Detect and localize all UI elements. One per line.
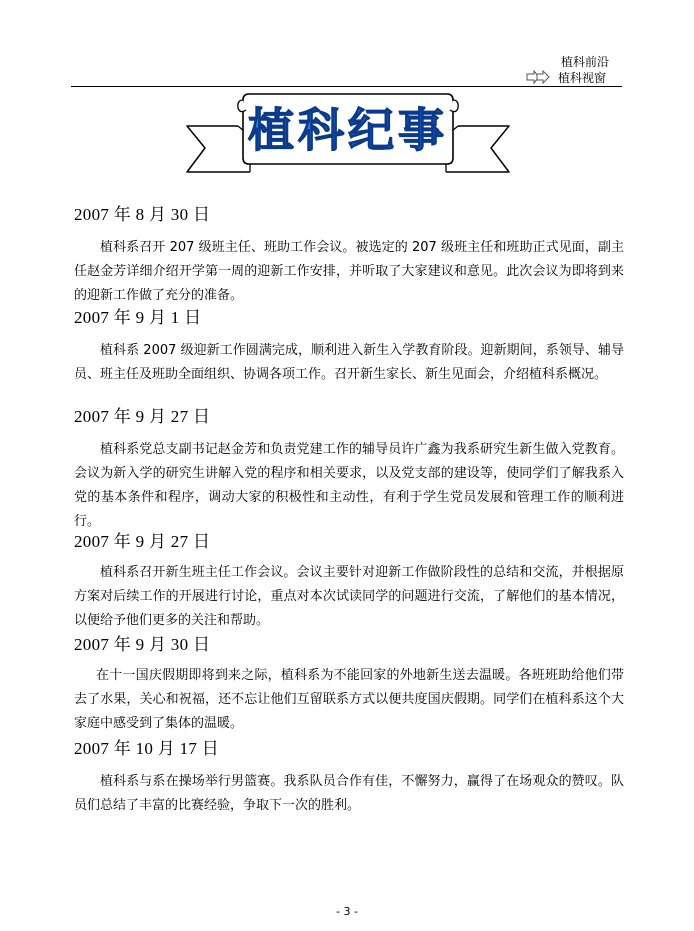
entry-date: 2007 年 8 月 30 日 — [74, 205, 211, 224]
header-subsection-title: 植科视窗 — [558, 71, 607, 85]
entry-text: 植科系召开新生班主任工作会议。会议主要针对迎新工作做阶段性的总结和交流，并根据原方案对后续工作的开展进行讨论，重点对本次试读同学的问题进行交流，了解他们的基本情况，以便给予他们更多的关注和帮助。 — [74, 565, 624, 628]
entry-text: 植科系 2007 级迎新工作圆满完成，顺利进入新生入学教育阶段。迎新期间，系领导、辅导员、班主任及班助全面组织、协调各项工作。召开新生家长、新生见面会，介绍植科系概况。 — [74, 343, 624, 382]
entry-text: 在十一国庆假期即将到来之际，植科系为不能回家的外地新生送去温暖。各班班助给他们带去了水果，关心和祝福，还不忘让他们互留联系方式以便共度国庆假期。同学们在植科系这个大家庭中感受到了集体的温暖。 — [74, 668, 624, 731]
double-arrow-icon — [525, 70, 551, 84]
entry-date: 2007 年 10 月 17 日 — [74, 739, 220, 758]
page-number: - 3 - — [336, 905, 358, 918]
entry-text: 植科系召开 207 级班主任、班助工作会议。被选定的 207 级班主任和班助正式见面，副主任赵金芳详细介绍开学第一周的迎新工作安排，并听取了大家建议和意见。此次会议为即将到来的迎新工作做了充分的准备。 — [74, 240, 624, 303]
entry-text: 植科系党总支副书记赵金芳和负责党建工作的辅导员许广鑫为我系研究生新生做入党教育。 会议为新入学的研究生讲解入党的程序和相关要求，以及党支部的建设等，使同学们了解我系入党的基本条件和程序，调动大家的积极性和主动性，有利于学生党员发展和管理工作的顺利进行。 — [74, 442, 624, 529]
entry-date: 2007 年 9 月 1 日 — [74, 308, 202, 327]
entry-date: 2007 年 9 月 30 日 — [74, 635, 211, 654]
header-section-title: 植科前沿 — [561, 55, 610, 69]
entry-date: 2007 年 9 月 27 日 — [74, 532, 211, 551]
entry-text: 植科系与系在操场举行男篮赛。我系队员合作有佳，不懈努力，赢得了在场观众的赞叹。队员们总结了丰富的比赛经验，争取下一次的胜利。 — [74, 774, 624, 813]
header-rule — [71, 86, 622, 87]
entry-date: 2007 年 9 月 27 日 — [74, 407, 211, 426]
title-banner — [183, 88, 513, 193]
banner-title: 植科纪事 — [248, 103, 448, 157]
